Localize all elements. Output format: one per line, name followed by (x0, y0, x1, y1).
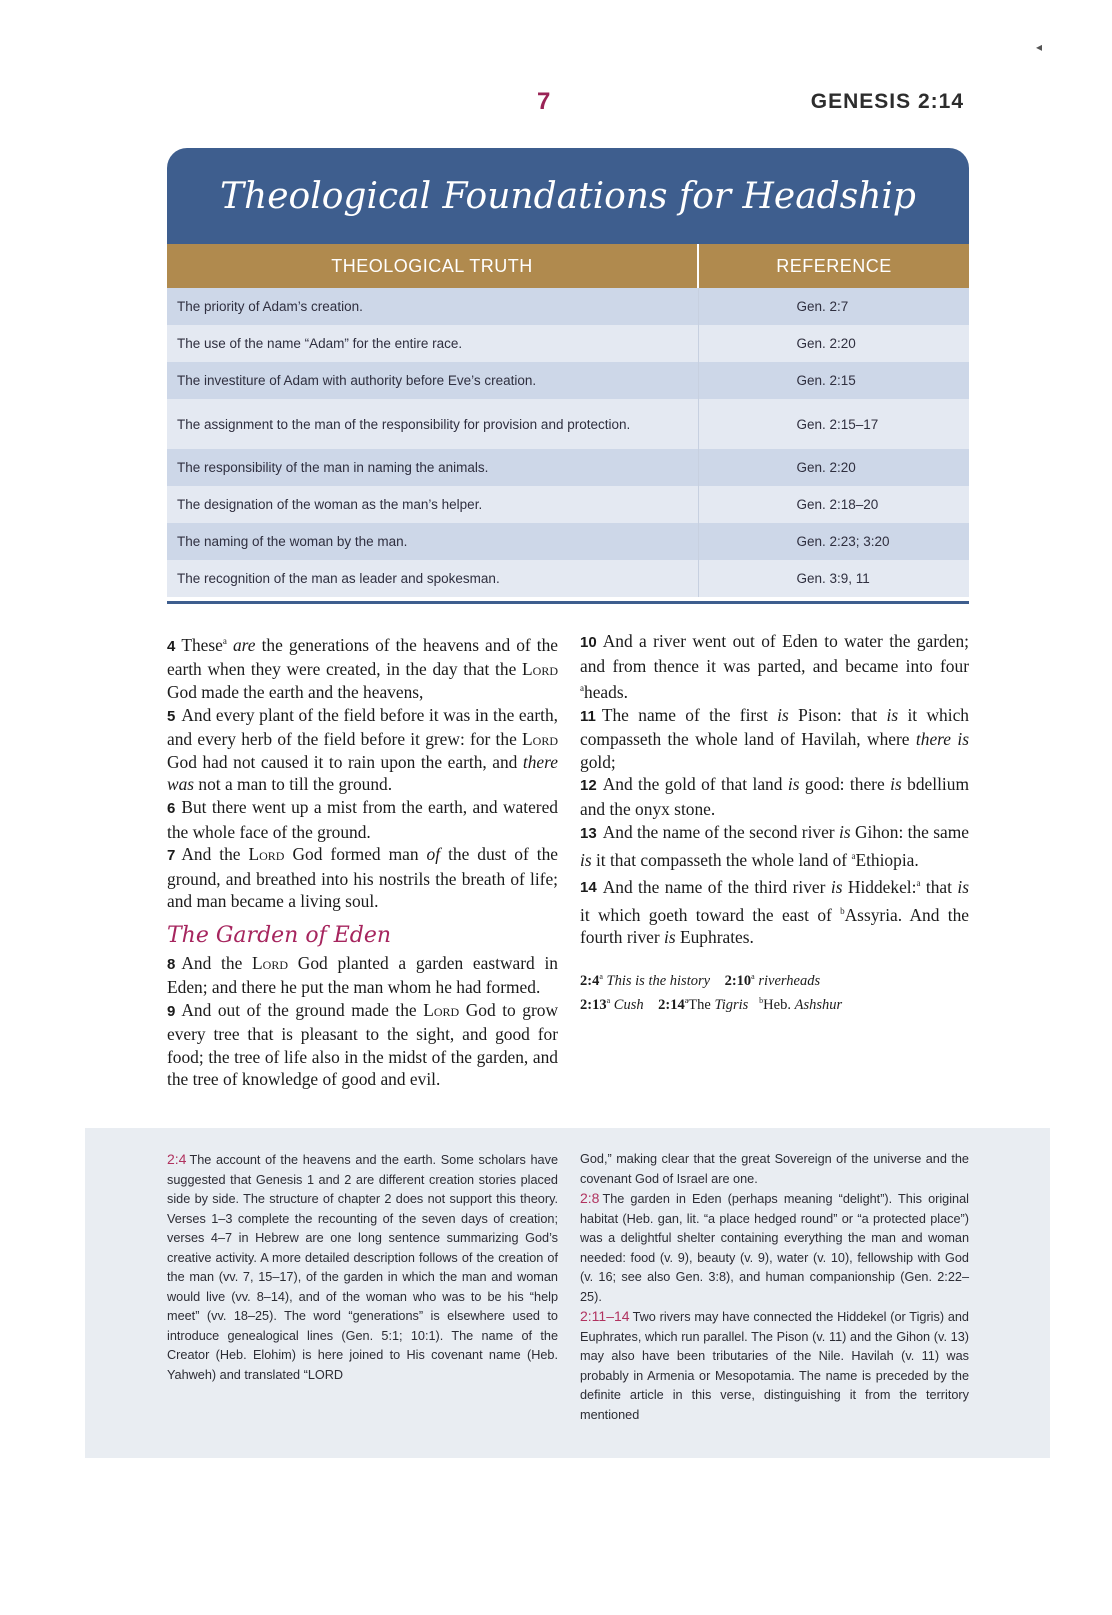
reference-cell: Gen. 2:7 (698, 288, 969, 325)
truth-cell: The responsibility of the man in naming the animals. (167, 449, 698, 486)
table-row (167, 288, 969, 325)
chart-title: Theological Foundations for Headship (167, 148, 969, 244)
commentary-reference: 2:8 (580, 1190, 600, 1206)
verse-11: 11 The name of the first is Pison: that is it which compasseth the whole land of Havilah, where there is gold; (580, 704, 970, 772)
truth-cell: The assignment to the man of the responsibility for provision and protection. (167, 399, 698, 449)
reference-cell: Gen. 2:15–17 (698, 399, 969, 449)
footnote-marker: a (580, 683, 584, 694)
translation-footnotes (580, 967, 969, 1015)
reference-cell: Gen. 2:20 (698, 449, 969, 486)
truth-cell: The investiture of Adam with authority before Eve’s creation. (167, 362, 698, 399)
corner-mark: ◂ (1036, 40, 1043, 54)
verse-number: 4 (167, 637, 176, 655)
verse-number: 8 (167, 955, 176, 973)
truth-cell: The priority of Adam’s creation. (167, 288, 698, 325)
verse-number: 6 (167, 799, 176, 817)
commentary-reference: 2:4 (167, 1151, 187, 1167)
truth-cell: The naming of the woman by the man. (167, 523, 698, 560)
verse-4: 4 These$^a$ are the generations of the heavens and of the earth when they were created, in the day that the Lord God made the earth and the heavens, (167, 634, 558, 702)
commentary-note-continued: God,” making clear that the great Sovereign of the universe and the covenant God of Israel are one. (580, 1152, 969, 1186)
col-header-reference: REFERENCE (698, 244, 969, 288)
table-row (167, 325, 969, 362)
col-header-truth: THEOLOGICAL TRUTH (167, 244, 698, 288)
footnote-marker: a (222, 636, 227, 646)
verse-number: 5 (167, 707, 176, 725)
verse-number: 10 (580, 634, 597, 651)
table-row (167, 449, 969, 486)
chart-table (167, 244, 969, 597)
verse-number: 9 (167, 1002, 176, 1020)
commentary-note: 2:4 The account of the heavens and the earth. Some scholars have suggested that Genesis 1 and 2 are different creation stories placed side by side. The structure of chapter 2 does not support this theory. Verses 1–3 complete the recounting of the seven days of creation; verses 4–7 in Hebrew are one long sentence summarizing God’s creative activity. A more detailed description follows of the creation of the man (vv. 7, 15–17), of the garden in which the man and woman would live (vv. 8–14), and of the woman who was to be his “help meet” (vv. 18–25). The word “generations” is elsewhere used to introduce genealogical lines (Gen. 5:1; 10:1). The name of the Creator (Heb. Elohim) is here joined to His covenant name (Heb. Yahweh) and translated “LORD (167, 1151, 558, 1382)
reference-cell: Gen. 2:23; 3:20 (698, 523, 969, 560)
running-head: GENESIS 2:14 (810, 90, 964, 113)
commentary-reference: 2:11–14 (580, 1308, 630, 1324)
truth-cell: The use of the name “Adam” for the entire race. (167, 325, 698, 362)
verse-number: 11 (580, 707, 596, 725)
table-row (167, 362, 969, 399)
verse-13: 13 And the name of the second river is Gihon: the same is it that compasseth the whole land of $^a$Ethiopia. (580, 821, 969, 870)
table-row (167, 523, 969, 560)
page-number: 7 (537, 88, 551, 115)
truth-cell: The recognition of the man as leader and spokesman. (167, 560, 698, 597)
headship-chart (167, 148, 969, 618)
footnote-line-2: 2:13$^a$ Cush 2:14$^a$The Tigris $^b$Heb. Ashshur (580, 995, 843, 1013)
verse-6: 6 But there went up a mist from the earth, and watered the whole face of the ground. (167, 796, 558, 842)
footnote-marker: a (916, 877, 921, 888)
commentary-column-left (167, 1150, 558, 1385)
verse-7: 7 And the Lord God formed man of the dust of the ground, and breathed into his nostrils the breath of life; and man became a living soul. (167, 844, 558, 912)
section-heading: The Garden of Eden (167, 922, 392, 948)
table-row (167, 560, 969, 597)
commentary-note: 2:11–14 Two rivers may have connected the Hiddekel (or Tigris) and Euphrates, which run parallel. The Pison (v. 11) and the Gihon (v. 13) may also have been tributaries of the Nile. Havilah (v. 11) was probably in Armenia or Mesopotamia. The name is preceded by the definite article in this verse, distinguishing it from the territory mentioned (580, 1308, 969, 1422)
table-row (167, 486, 969, 523)
scripture-column-right (580, 630, 969, 1015)
footnote-line-1: 2:4$^a$ This is the history 2:10$^a$ riverheads (580, 971, 821, 989)
verse-9: 9 And out of the ground made the Lord God to grow every tree that is pleasant to the sight, and good for food; the tree of life also in the midst of the garden, and the tree of knowledge of good and evil. (167, 999, 559, 1090)
verse-8: 8 And the Lord God planted a garden eastward in Eden; and there he put the man whom he had formed. (167, 952, 558, 998)
reference-cell: Gen. 2:20 (698, 325, 969, 362)
verse-number: 7 (167, 847, 176, 865)
verse-number: 12 (580, 777, 597, 795)
commentary-note: 2:8 The garden in Eden (perhaps meaning “delight”). This original habitat (Heb. gan, lit. “a place hedged round” or “a protected place”) was a delightful shelter containing everything the man and woman needed: food (v. 9), beauty (v. 9), water (v. 10), fellowship with God (v. 16; see also Gen. 3:8), and human companionship (Gen. 2:22–25). (580, 1190, 969, 1304)
footnote-marker: b (840, 905, 845, 916)
truth-cell: The designation of the woman as the man’s helper. (167, 486, 698, 523)
reference-cell: Gen. 2:15 (698, 362, 969, 399)
verse-10: 10 And a river went out of Eden to water the garden; and from thence it was parted, and became into four $^a$heads. (580, 631, 969, 702)
verse-number: 14 (580, 879, 597, 897)
verse-number: 13 (580, 824, 597, 842)
commentary-column-right (580, 1150, 969, 1425)
footnote-marker: a (851, 851, 856, 862)
table-row (167, 399, 969, 449)
verse-5: 5 And every plant of the field before it was in the earth, and every herb of the field before it grew: for the Lord God had not caused it to rain upon the earth, and there was not a man to till the ground. (167, 704, 558, 795)
chart-bottom-rule (167, 601, 969, 604)
reference-cell: Gen. 2:18–20 (698, 486, 969, 523)
verse-12: 12 And the gold of that land is good: there is bdellium and the onyx stone. (580, 774, 969, 819)
reference-cell: Gen. 3:9, 11 (698, 560, 969, 597)
scripture-column-left (167, 630, 558, 1091)
verse-14: 14 And the name of the third river is Hiddekel:$^a$ that is it which goeth toward the east of $^b$Assyria. And the fourth river is Euphrates. (580, 876, 969, 948)
